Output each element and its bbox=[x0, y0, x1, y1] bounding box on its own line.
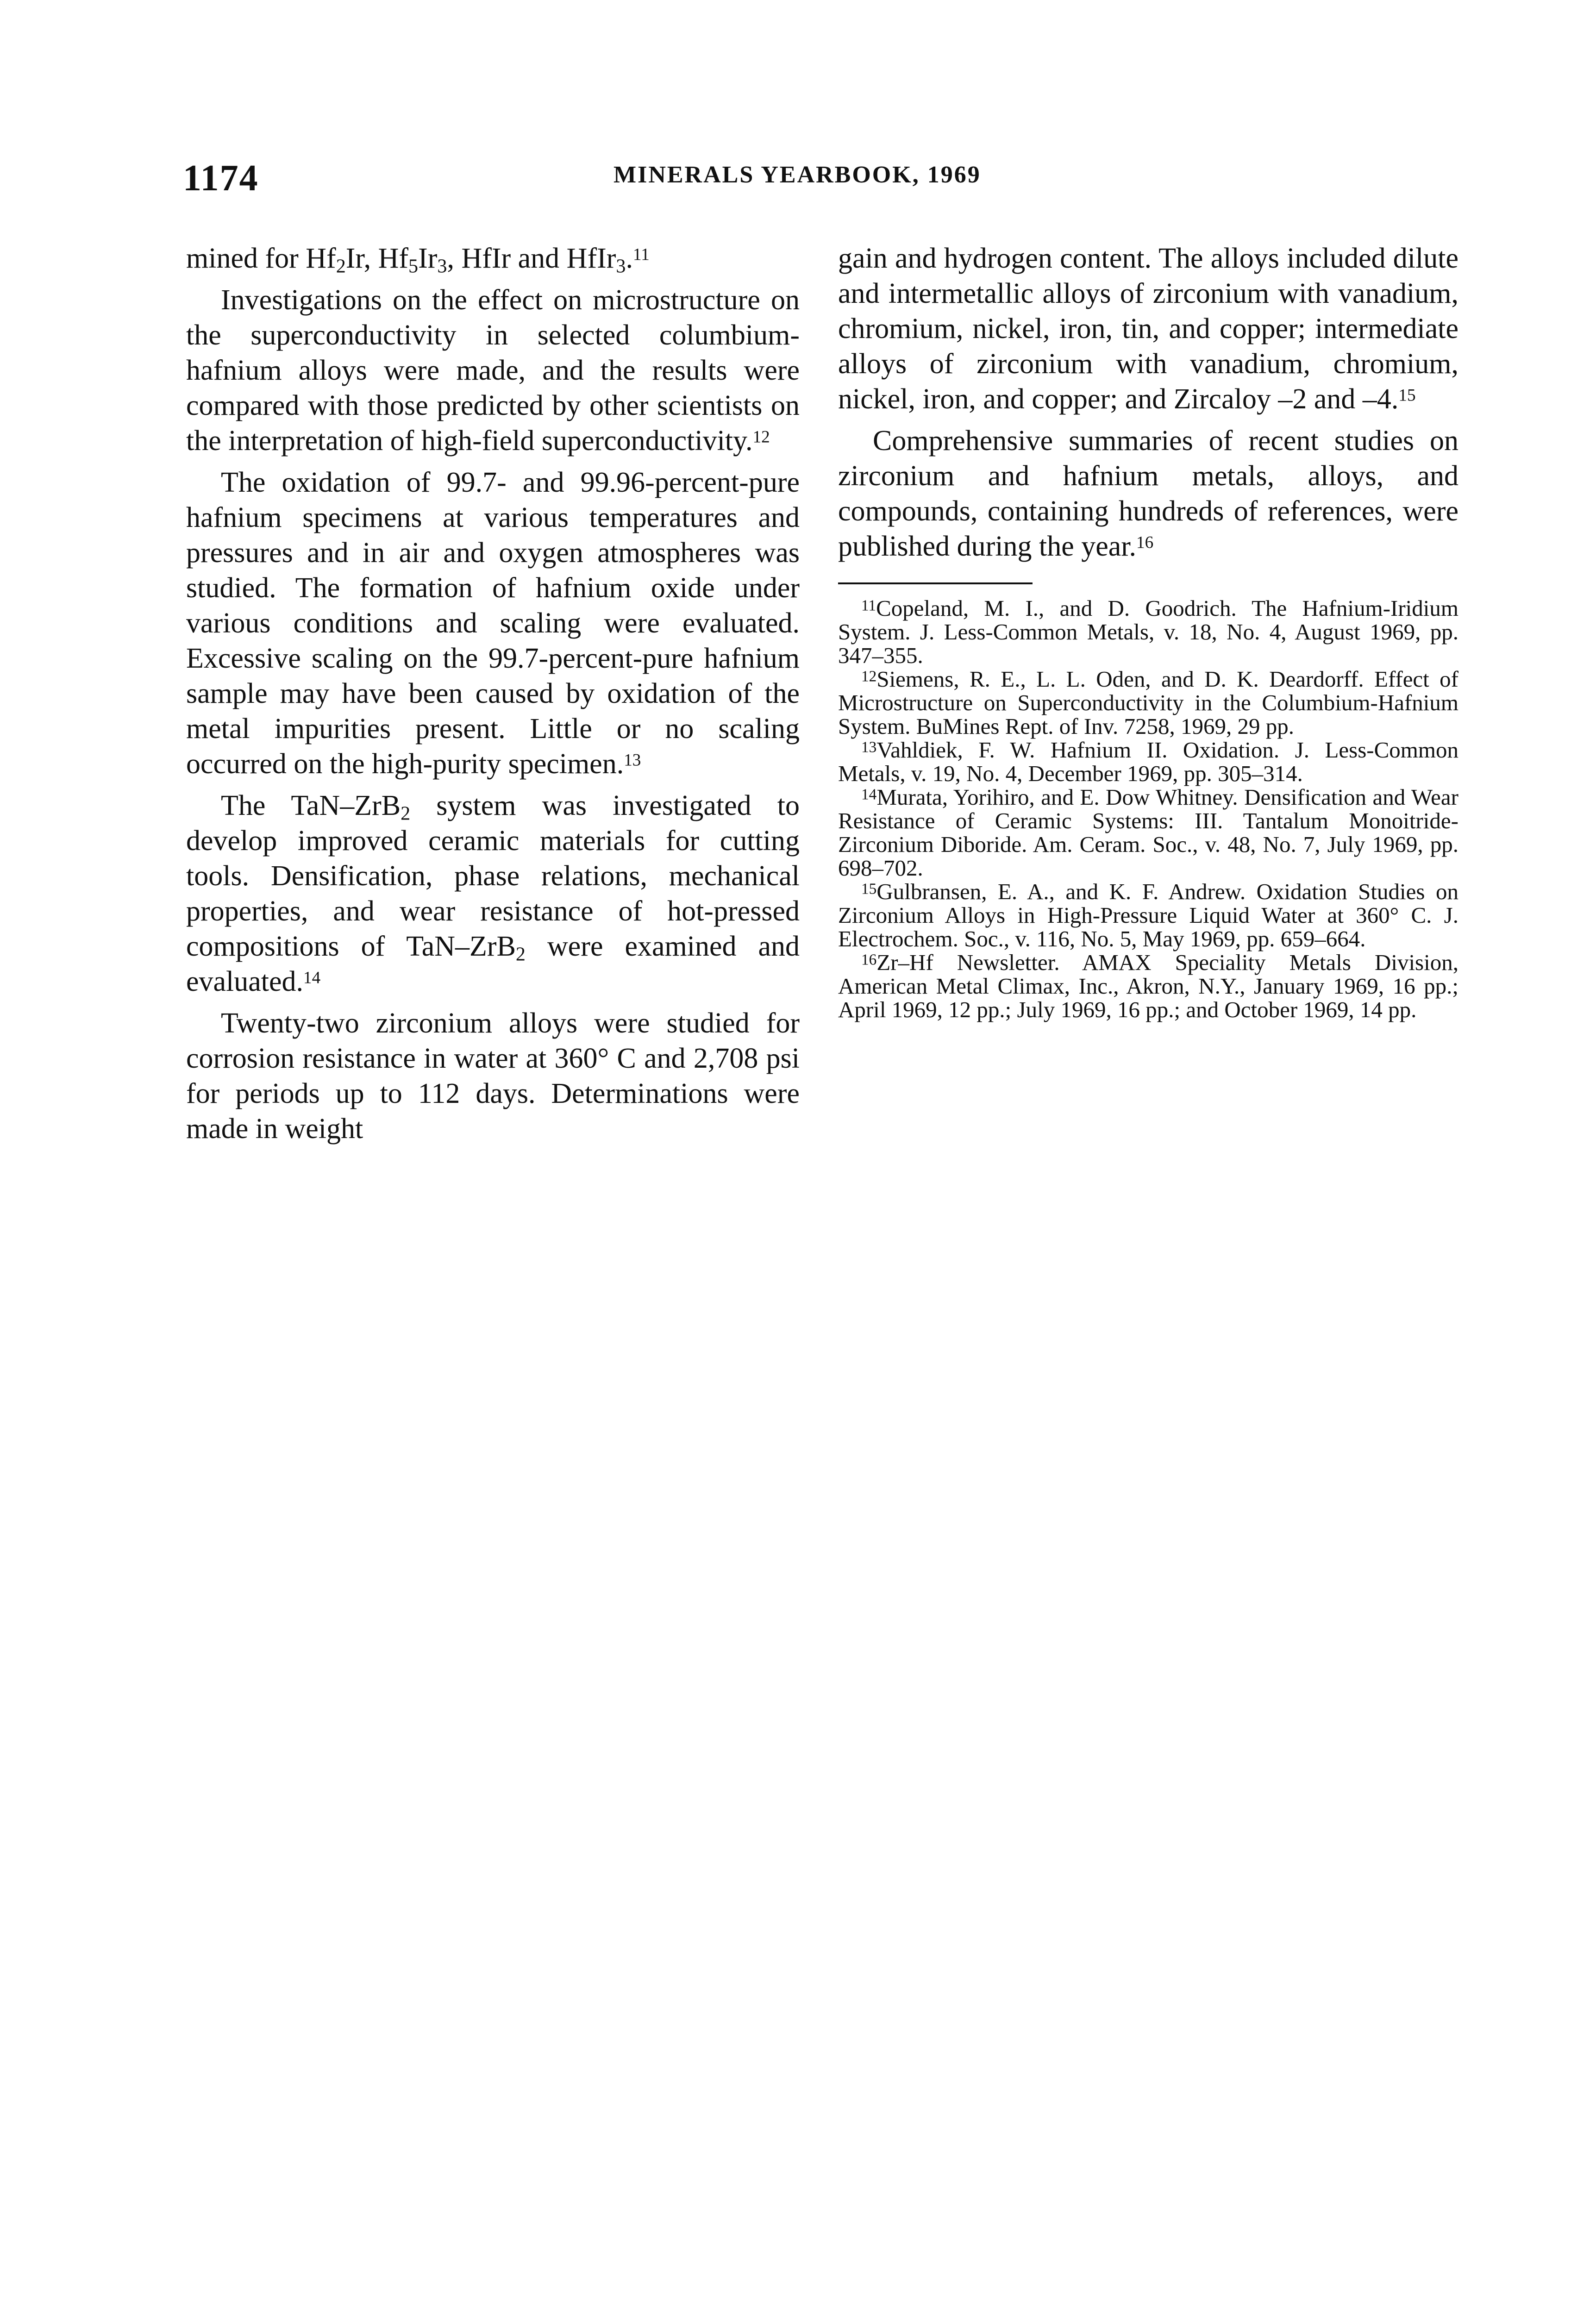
footnote-number: 11 bbox=[861, 597, 876, 614]
footnote-ref: 13 bbox=[624, 751, 641, 770]
paragraph-hf-ir-compounds: mined for $Hf_2Ir$, $Hf_5Ir_3$, HfIr and HfIr$_3$.$^{11}$ bbox=[186, 243, 650, 277]
footnote-ref: 12 bbox=[752, 427, 770, 447]
running-title: MINERALS YEARBOOK, 1969 bbox=[613, 162, 981, 188]
footnote-number: 14 bbox=[861, 786, 877, 803]
footnote: $^{12}$Siemens, R. E., L. L. Oden, and D. K. Deardorff. Effect of Microstructure on Superconductivity in the Columbium-Hafnium System. BuMines Rept. of Inv. 7258, 1969, 29 pp. bbox=[838, 666, 1458, 739]
paragraph-superconductivity: Investigations on the effect on microstructure on the superconductivity in selected columbium-hafnium alloys were made, and the results were compared with those predicted by other scientists on the interpretation of high-field superconductivity.$^{12}$ bbox=[186, 284, 800, 457]
footnote: $^{16}$Zr–Hf Newsletter. AMAX Speciality Metals Division, American Metal Climax, Inc., Akron, N.Y., January 1969, 16 pp.; April 1969, 12 pp.; July 1969, 16 pp.; and October 1969, 14 pp. bbox=[838, 950, 1458, 1022]
footnote: $^{11}$Copeland, M. I., and D. Goodrich. The Hafnium-Iridium System. J. Less-Common Metals, v. 18, No. 4, August 1969, pp. 347–355. bbox=[838, 595, 1458, 668]
footnote: $^{14}$Murata, Yorihiro, and E. Dow Whitney. Densification and Wear Resistance of Ceramic Systems: III. Tantalum Monoitride-Zirconium Diboride. Am. Ceram. Soc., v. 48, No. 7, July 1969, pp. 698–702. bbox=[838, 784, 1458, 881]
footnote: $^{13}$Vahldiek, F. W. Hafnium II. Oxidation. J. Less-Common Metals, v. 19, No. 4, December 1969, pp. 305–314. bbox=[838, 737, 1458, 786]
footnote-ref: 14 bbox=[303, 968, 321, 988]
paragraph-tan-zrb2: The TaN–ZrB$_2$ system was investigated to develop improved ceramic materials for cutting tools. Densification, phase relations, mechanical properties, and wear resistance of hot-pressed compositions of TaN–ZrB$_2$ were examined and evaluated.$^{14}$ bbox=[186, 790, 800, 997]
footnote-number: 12 bbox=[861, 668, 877, 685]
paragraph-comprehensive-summaries: Comprehensive summaries of recent studies on zirconium and hafnium metals, alloys, and compounds, containing hundreds of references, were published during the year.$^{16}$ bbox=[838, 425, 1458, 562]
footnote-ref: 15 bbox=[1398, 386, 1416, 405]
left-column bbox=[186, 241, 800, 1153]
footnote-number: 15 bbox=[861, 880, 877, 898]
page-number: 1174 bbox=[183, 158, 259, 199]
footnote-number: 13 bbox=[861, 738, 877, 756]
paragraph-hafnium-oxidation: The oxidation of 99.7- and 99.96-percent-pure hafnium specimens at various temperatures and pressures and in air and oxygen atmospheres was studied. The formation of hafnium oxide under various conditions and scaling were evaluated. Excessive scaling on the 99.7-percent-pure hafnium sample may have been caused by oxidation of the metal impurities present. Little or no scaling occurred on the high-purity specimen.$^{13}$ bbox=[186, 467, 800, 780]
page-header bbox=[183, 157, 1553, 213]
paragraph-zirconium-alloys: Twenty-two zirconium alloys were studied for corrosion resistance in water at 360° C and 2,708 psi for periods up to 112 days. Determinations were made in weight bbox=[186, 1007, 800, 1145]
right-column bbox=[838, 241, 1458, 1021]
paragraph-alloys-continued: gain and hydrogen content. The alloys included dilute and intermetallic alloys of zirconium with vanadium, chromium, nickel, iron, tin, and copper; intermediate alloys of zirconium with vanadium, chromium, nickel, iron, and copper; and Zircaloy –2 and –4.15 bbox=[838, 243, 1458, 415]
footnote: $^{15}$Gulbransen, E. A., and K. F. Andrew. Oxidation Studies on Zirconium Alloys in High-Pressure Liquid Water at 360° C. J. Electrochem. Soc., v. 116, No. 5, May 1969, pp. 659–664. bbox=[838, 879, 1458, 951]
footnotes bbox=[838, 596, 1458, 1021]
footnote-number: 16 bbox=[861, 951, 877, 969]
footnote-ref: 11 bbox=[632, 245, 650, 264]
footnote-divider bbox=[838, 582, 1033, 584]
footnote-ref: 16 bbox=[1136, 533, 1154, 552]
